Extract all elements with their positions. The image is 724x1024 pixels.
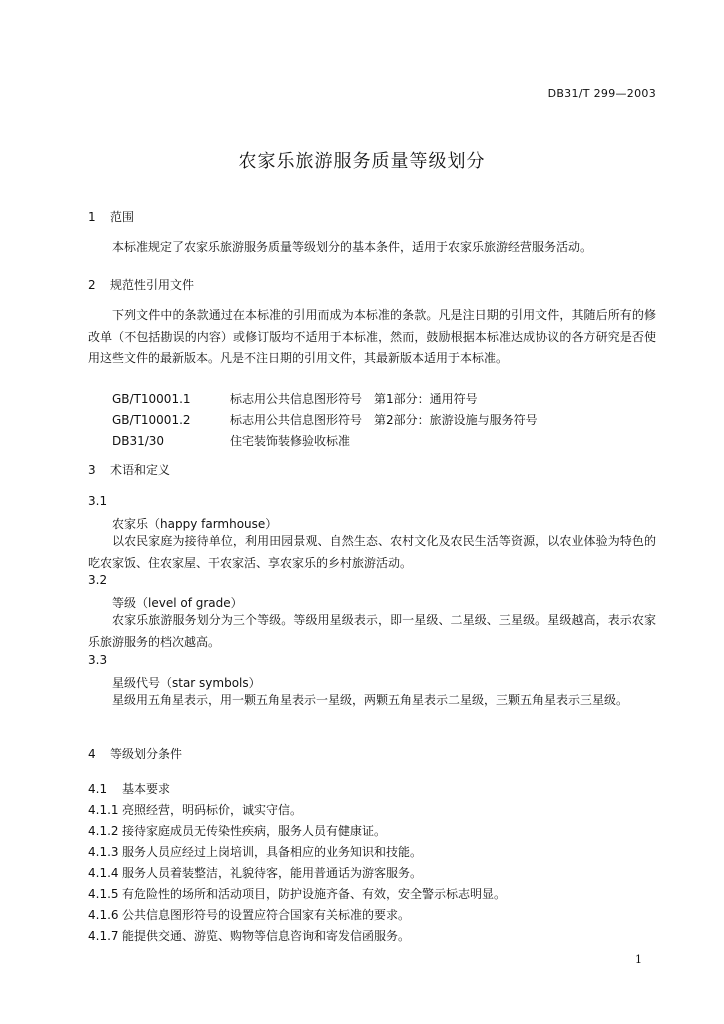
section-number: 3 (88, 463, 96, 477)
reference-code: DB31/30 (112, 434, 165, 448)
subsection-heading (88, 780, 170, 797)
item-number: 4.1.7 (88, 929, 119, 943)
reference-title: 住宅装饰装修验收标准 (230, 434, 351, 448)
requirement-item (88, 885, 506, 902)
item-text: 有危险性的场所和活动项目，防护设施齐备、有效，安全警示标志明显。 (122, 887, 507, 901)
item-text: 接待家庭成员无传染性疾病，服务人员有健康证。 (122, 824, 387, 838)
section-number: 1 (88, 210, 96, 224)
section-1-heading (88, 208, 134, 225)
section-number: 4 (88, 747, 96, 761)
term-number: 3.1 (88, 494, 108, 508)
requirement-item (88, 843, 422, 860)
section-2-paragraph: 下列文件中的条款通过在本标准的引用而成为本标准的条款。凡是注日期的引用文件，其随后所有的修改单（不包括勘误的内容）或修订版均不适用于本标准，然而，鼓励根据本标准达成协议的各方研究是否使用这些文件的最新版本。凡是不注日期的引用文件，其最新版本适用于本标准。 (88, 308, 656, 365)
section-title: 范围 (110, 210, 135, 224)
term-definition: 星级用五角星表示，用一颗五角星表示一星级，两颗五角星表示二星级，三颗五角星表示三星级。 (112, 693, 629, 707)
requirement-item (88, 822, 386, 839)
term-number: 3.2 (88, 573, 108, 587)
item-text: 服务人员着装整洁，礼貌待客，能用普通话为游客服务。 (122, 866, 423, 880)
page-number: 1 (635, 953, 642, 966)
reference-code: GB/T10001.1 (112, 392, 191, 406)
item-text: 亮照经营，明码标价，诚实守信。 (122, 803, 303, 817)
requirement-item (88, 927, 410, 944)
term-definition: 以农民家庭为接待单位，利用田园景观、自然生态、农村文化及农民生活等资源，以农业体验为特色的吃农家饭、住农家屋、干农家活、享农家乐的乡村旅游活动。 (88, 534, 656, 570)
subsection-title: 基本要求 (122, 782, 171, 796)
reference-item (112, 432, 350, 449)
subsection-number: 4.1 (88, 782, 108, 796)
item-number: 4.1.1 (88, 803, 119, 817)
reference-item (112, 411, 538, 428)
section-title: 规范性引用文件 (110, 278, 195, 292)
requirement-item (88, 864, 422, 881)
item-number: 4.1.6 (88, 908, 119, 922)
item-number: 4.1.3 (88, 845, 119, 859)
term-number: 3.3 (88, 653, 108, 667)
item-number: 4.1.2 (88, 824, 119, 838)
section-number: 2 (88, 278, 96, 292)
section-3-heading (88, 461, 170, 478)
document-code: DB31/T 299—2003 (547, 87, 656, 100)
reference-item (112, 390, 478, 407)
requirement-item (88, 906, 410, 923)
section-title: 术语和定义 (110, 463, 171, 477)
section-2-heading (88, 276, 194, 293)
item-text: 公共信息图形符号的设置应符合国家有关标准的要求。 (122, 908, 411, 922)
term-name: 星级代号（star symbols） (112, 676, 261, 690)
requirement-item (88, 801, 302, 818)
item-number: 4.1.5 (88, 887, 119, 901)
term-name: 农家乐（happy farmhouse） (112, 517, 278, 531)
item-number: 4.1.4 (88, 866, 119, 880)
section-4-heading (88, 745, 182, 762)
item-text: 服务人员应经过上岗培训，具备相应的业务知识和技能。 (122, 845, 423, 859)
document-title: 农家乐旅游服务质量等级划分 (238, 151, 486, 172)
term-name: 等级（level of grade） (112, 596, 243, 610)
reference-code: GB/T10001.2 (112, 413, 191, 427)
item-text: 能提供交通、游览、购物等信息咨询和寄发信函服务。 (122, 929, 411, 943)
reference-title: 标志用公共信息图形符号 第2部分：旅游设施与服务符号 (230, 413, 538, 427)
reference-title: 标志用公共信息图形符号 第1部分：通用符号 (230, 392, 478, 406)
term-definition: 农家乐旅游服务划分为三个等级。等级用星级表示，即一星级、二星级、三星级。星级越高，表示农家乐旅游服务的档次越高。 (88, 613, 656, 649)
section-1-paragraph: 本标准规定了农家乐旅游服务质量等级划分的基本条件，适用于农家乐旅游经营服务活动。 (112, 240, 593, 254)
section-title: 等级划分条件 (110, 747, 183, 761)
